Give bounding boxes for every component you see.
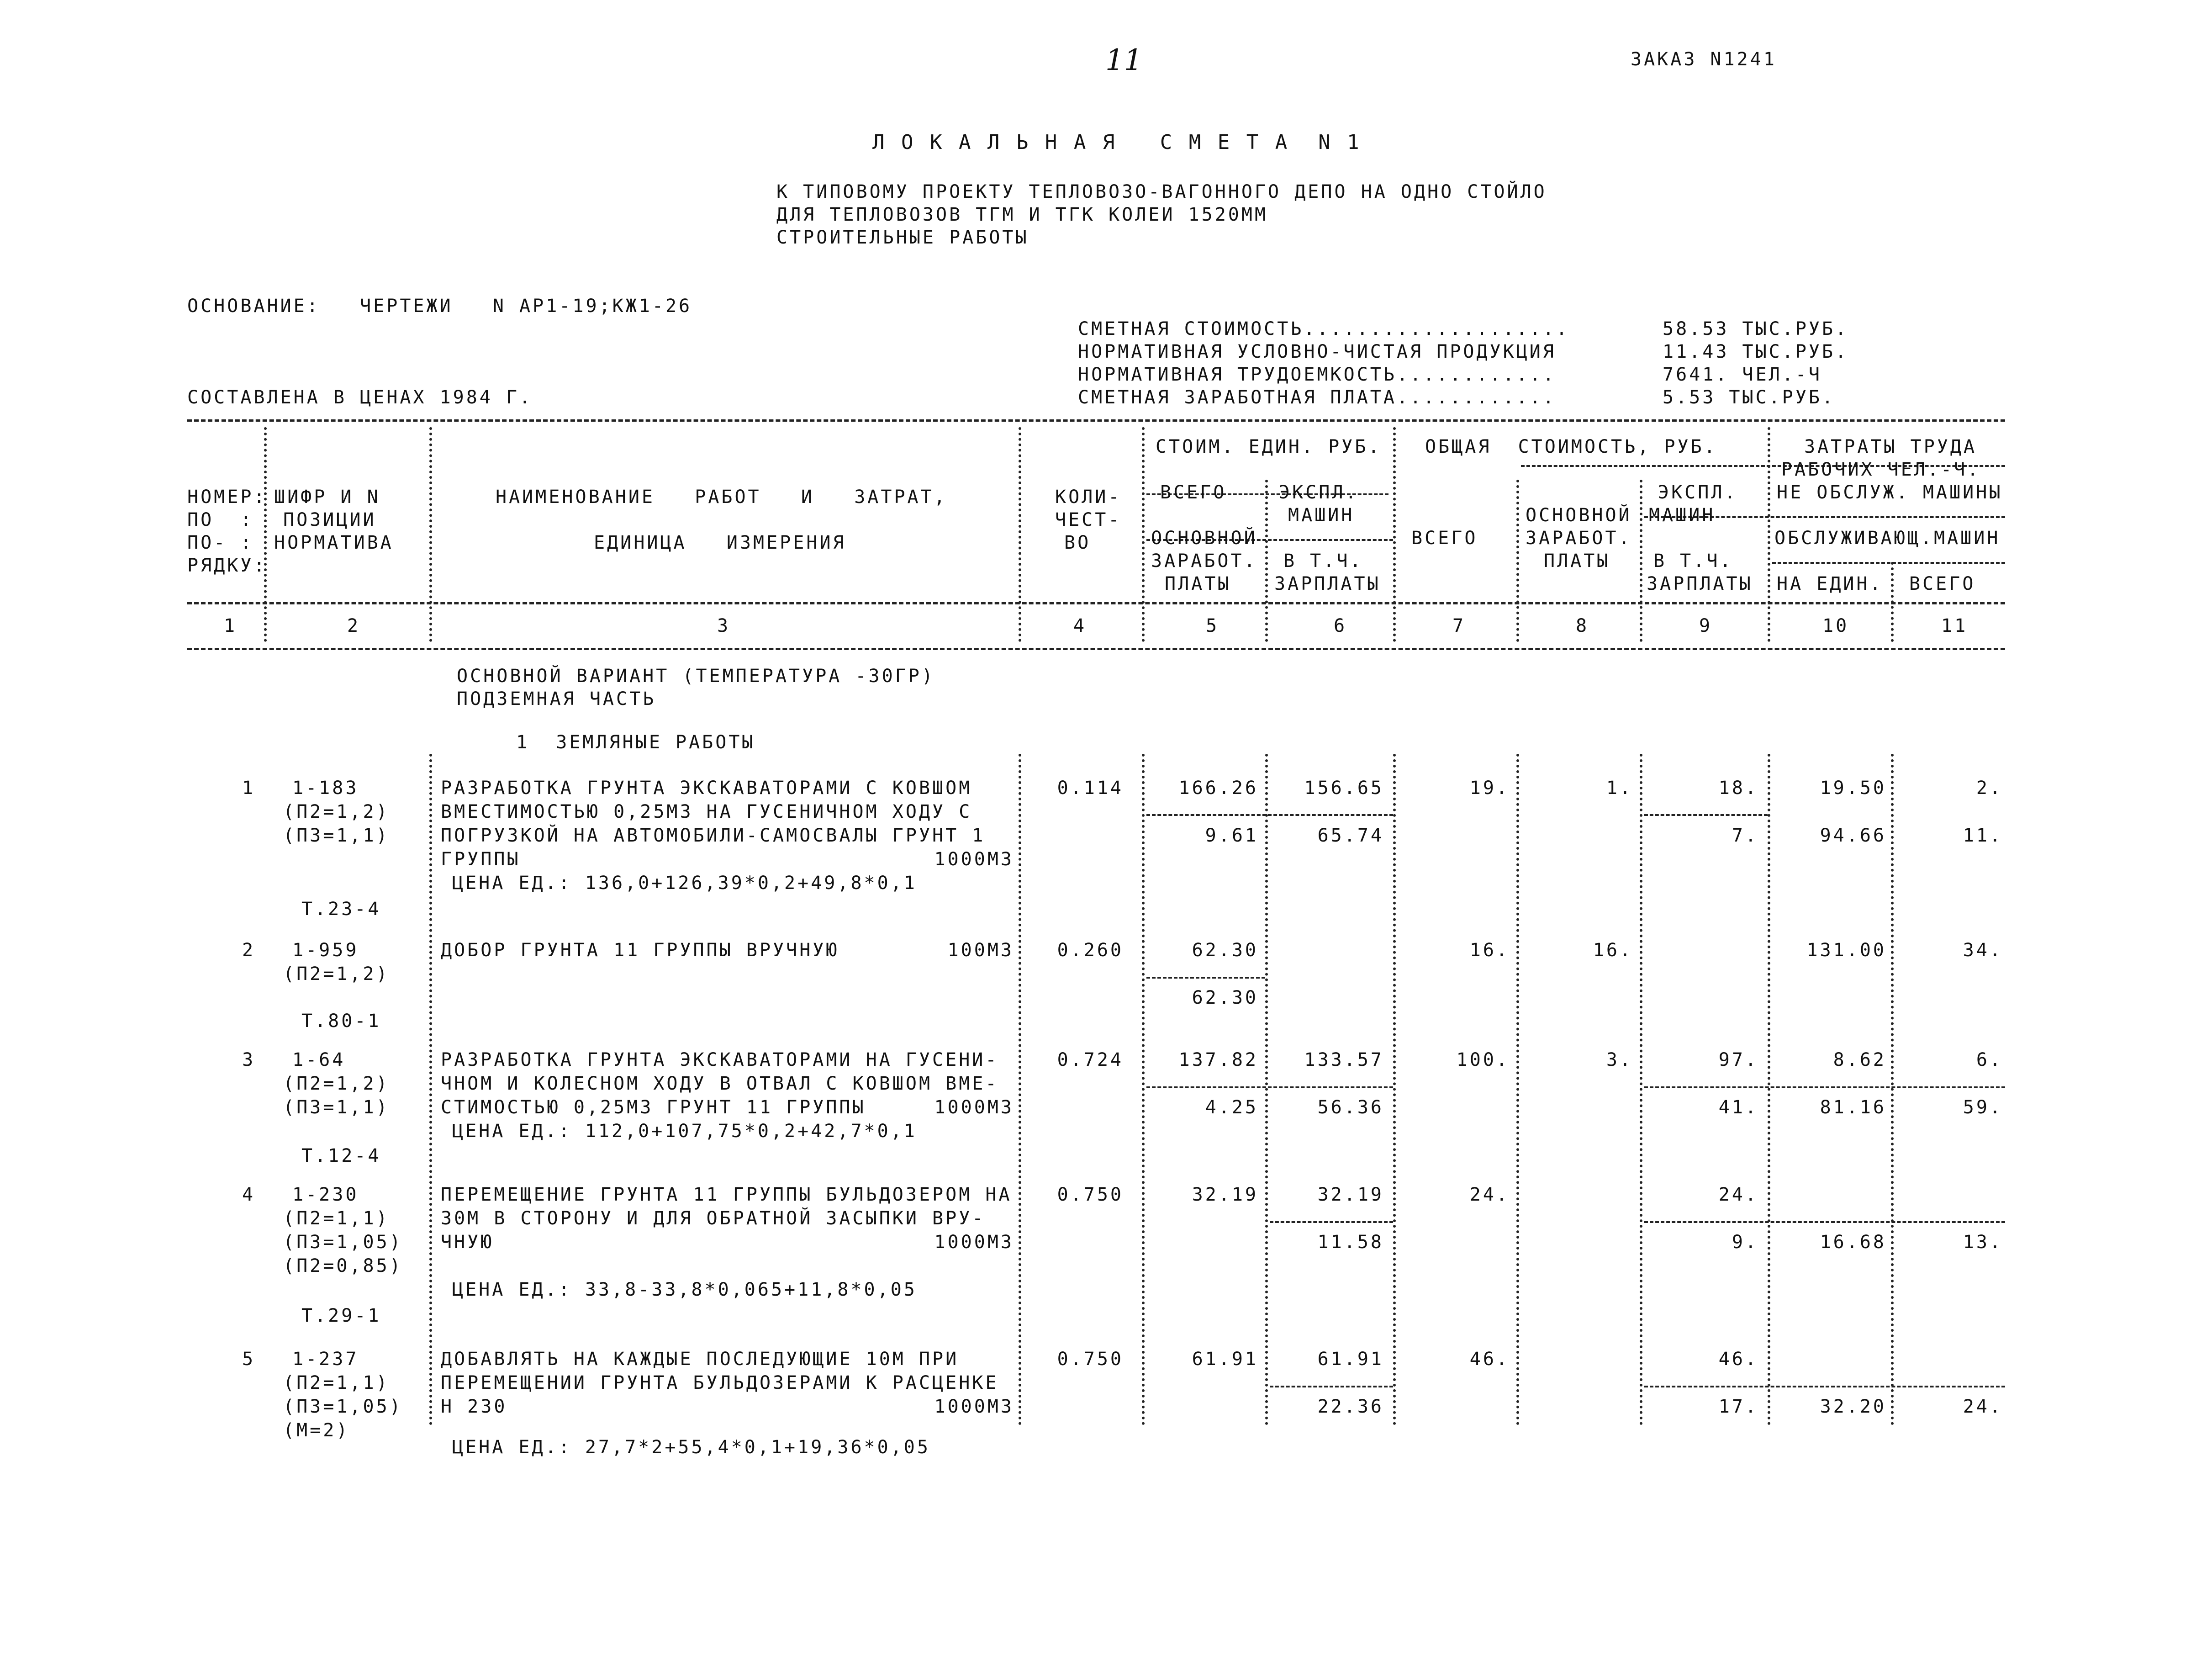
row-2-subrule <box>1146 977 1265 979</box>
row-1-name-3: ПОГРУЗКОЙ НА АВТОМОБИЛИ-САМОСВАЛЫ ГРУНТ 1 <box>441 825 986 846</box>
basis: ОСНОВАНИЕ: ЧЕРТЕЖИ N АР1-19;КЖ1-26 <box>187 296 692 317</box>
row-1-c6: 156.65 <box>1304 778 1384 799</box>
hdr-labor-line-4: ОБСЛУЖИВАЮЩ.МАШИН <box>1774 528 2001 549</box>
row-4-c9b: 9. <box>1732 1232 1758 1253</box>
row-4-c9: 24. <box>1718 1184 1758 1205</box>
row-5-name-3: Н 230 <box>441 1396 507 1417</box>
row-3-name-2: ЧНОМ И КОЛЕСНОМ ХОДУ В ОТВАЛ С КОВШОМ ВМЕ- <box>441 1073 999 1094</box>
hdr-c6-line-3: В Т.Ч. <box>1283 551 1363 572</box>
row-5-c11b: 24. <box>1963 1396 2003 1417</box>
hdr-c8-line-1: ОСНОВНОЙ <box>1526 505 1632 526</box>
row-4-mod-2: (П3=1,05) <box>283 1232 403 1253</box>
col-num-5: 5 <box>1206 615 1220 636</box>
hdr-c11: ВСЕГО <box>1909 573 1976 594</box>
row-5-code: 1-237 <box>292 1349 359 1370</box>
row-2-c5b: 62.30 <box>1192 987 1258 1008</box>
col-sep <box>1640 480 1642 642</box>
hdr-c2-line-2: ПОЗИЦИИ <box>283 509 376 530</box>
hdr-c3-unit: ЕДИНИЦА ИЗМЕРЕНИЯ <box>594 532 846 553</box>
row-1-c10: 19.50 <box>1820 778 1886 799</box>
row-5-unit: 1000М3 <box>934 1396 1014 1417</box>
row-3-mod-2: (П3=1,1) <box>283 1097 390 1118</box>
col-sep <box>1393 427 1396 642</box>
subtitle-line-1: К ТИПОВОМУ ПРОЕКТУ ТЕПЛОВОЗО-ВАГОННОГО ДЕПО НА ОДНО СТОЙЛО <box>776 181 1547 202</box>
row-5-c7: 46. <box>1469 1349 1510 1370</box>
row-1-price: ЦЕНА ЕД.: 136,0+126,39*0,2+49,8*0,1 <box>452 873 917 894</box>
row-2-c10: 131.00 <box>1806 940 1886 961</box>
row-1-c9b: 7. <box>1732 825 1758 846</box>
row-4-name-3: ЧНУЮ <box>441 1232 494 1253</box>
hdr-group-total-cost: ОБЩАЯ СТОИМОСТЬ, РУБ. <box>1425 436 1717 457</box>
col-num-7: 7 <box>1452 615 1466 636</box>
row-3-name-3: СТИМОСТЬЮ 0,25М3 ГРУНТ 11 ГРУППЫ <box>441 1097 866 1118</box>
document-title: Л О К А Л Ь Н А Я С М Е Т А N 1 <box>872 131 1362 154</box>
row-2-num: 2 <box>242 940 256 961</box>
summary-value-4: 5.53 ТЫС.РУБ. <box>1663 387 1836 408</box>
row-5-subrule <box>1644 1386 2005 1387</box>
row-3-subrule <box>1146 1086 1393 1088</box>
row-4-c10b: 16.68 <box>1820 1232 1886 1253</box>
part-heading: ПОДЗЕМНАЯ ЧАСТЬ <box>457 688 656 709</box>
body-col-sep <box>1640 754 1642 1425</box>
row-1-c5b: 9.61 <box>1205 825 1258 846</box>
col-sep <box>429 427 432 642</box>
hdr-c1-line-2: ПО : <box>187 509 254 530</box>
order-number: ЗАКАЗ N1241 <box>1631 49 1777 70</box>
hdr-c6-line-1: ЭКСПЛ. <box>1279 482 1359 503</box>
row-2-c5: 62.30 <box>1192 940 1258 961</box>
row-3-c9b: 41. <box>1718 1097 1758 1118</box>
row-1-name-4: ГРУППЫ <box>441 849 521 870</box>
page-number: 11 <box>1105 43 1143 77</box>
hdr-c10: НА ЕДИН. <box>1777 573 1883 594</box>
row-4-subrule <box>1644 1221 2005 1223</box>
col-sep <box>1516 480 1519 642</box>
row-2-c7: 16. <box>1469 940 1510 961</box>
row-4-name-1: ПЕРЕМЕЩЕНИЕ ГРУНТА 11 ГРУППЫ БУЛЬДОЗЕРОМ НА <box>441 1184 1012 1205</box>
hdr-c8-line-3: ПЛАТЫ <box>1544 551 1610 572</box>
header-bottom-rule <box>187 648 2005 650</box>
col-sep <box>1142 427 1145 642</box>
row-2-unit: 100М3 <box>947 940 1014 961</box>
row-4-mod-1: (П2=1,1) <box>283 1208 390 1229</box>
summary-value-3: 7641. ЧЕЛ.-Ч <box>1663 364 1822 385</box>
body-col-sep <box>1142 754 1145 1425</box>
row-3-c11: 6. <box>1976 1049 2003 1070</box>
row-5-price: ЦЕНА ЕД.: 27,7*2+55,4*0,1+19,36*0,05 <box>452 1437 930 1458</box>
row-3-c10: 8.62 <box>1833 1049 1886 1070</box>
row-5-c6: 61.91 <box>1317 1349 1384 1370</box>
row-5-name-2: ПЕРЕМЕЩЕНИИ ГРУНТА БУЛЬДОЗЕРАМИ К РАСЦЕНКЕ <box>441 1372 999 1393</box>
hdr-c4-line-2: ЧЕСТ- <box>1055 509 1122 530</box>
hdr-c9-line-2: МАШИН <box>1649 505 1716 526</box>
row-1-c6b: 65.74 <box>1317 825 1384 846</box>
row-2-c8: 16. <box>1593 940 1633 961</box>
summary-value-2: 11.43 ТЫС.РУБ. <box>1663 341 1849 362</box>
col-num-11: 11 <box>1941 615 1968 636</box>
row-3-ref: Т.12-4 <box>301 1145 381 1166</box>
row-3-c9: 97. <box>1718 1049 1758 1070</box>
col-num-9: 9 <box>1699 615 1713 636</box>
row-1-name-2: ВМЕСТИМОСТЬЮ 0,25М3 НА ГУСЕНИЧНОМ ХОДУ С <box>441 801 972 822</box>
col-sep <box>1265 480 1268 642</box>
header-top-rule <box>187 419 2005 422</box>
hdr-c5-line-4: ПЛАТЫ <box>1165 573 1231 594</box>
row-5-num: 5 <box>242 1349 256 1370</box>
row-5-c9: 46. <box>1718 1349 1758 1370</box>
body-col-sep <box>1516 754 1519 1425</box>
body-col-sep <box>1019 754 1021 1425</box>
row-5-mod-2: (П3=1,05) <box>283 1396 403 1417</box>
row-3-c5: 137.82 <box>1178 1049 1258 1070</box>
row-4-unit: 1000М3 <box>934 1232 1014 1253</box>
row-3-c10b: 81.16 <box>1820 1097 1886 1118</box>
row-5-subrule <box>1270 1386 1393 1387</box>
summary-value-1: 58.53 ТЫС.РУБ. <box>1663 318 1849 339</box>
row-2-qty: 0.260 <box>1057 940 1124 961</box>
row-3-name-1: РАЗРАБОТКА ГРУНТА ЭКСКАВАТОРАМИ НА ГУСЕНИ- <box>441 1049 999 1070</box>
hdr-c9-line-1: ЭКСПЛ. <box>1658 482 1738 503</box>
row-5-c9b: 17. <box>1718 1396 1758 1417</box>
variant-heading: ОСНОВНОЙ ВАРИАНТ (ТЕМПЕРАТУРА -30ГР) <box>457 666 935 687</box>
row-1-subrule <box>1146 814 1393 816</box>
row-4-c5: 32.19 <box>1192 1184 1258 1205</box>
summary-label-2: НОРМАТИВНАЯ УСЛОВНО-ЧИСТАЯ ПРОДУКЦИЯ <box>1078 341 1556 362</box>
hdr-c5-line-2: ОСНОВНОЙ <box>1151 528 1257 549</box>
hdr-c4-line-3: ВО <box>1064 532 1091 553</box>
row-3-c5b: 4.25 <box>1205 1097 1258 1118</box>
row-4-subrule <box>1270 1221 1393 1223</box>
row-3-c6: 133.57 <box>1304 1049 1384 1070</box>
hdr-group-unit-cost: СТОИМ. ЕДИН. РУБ. <box>1156 436 1382 457</box>
row-1-c8: 1. <box>1606 778 1633 799</box>
row-3-c11b: 59. <box>1963 1097 2003 1118</box>
row-4-name-2: 30М В СТОРОНУ И ДЛЯ ОБРАТНОЙ ЗАСЫПКИ ВРУ- <box>441 1208 986 1229</box>
col-sep <box>1019 427 1021 642</box>
row-4-num: 4 <box>242 1184 256 1205</box>
row-5-mod-1: (П2=1,1) <box>283 1372 390 1393</box>
hdr-c6-line-4: ЗАРПЛАТЫ <box>1274 573 1381 594</box>
row-1-unit: 1000М3 <box>934 849 1014 870</box>
row-3-num: 3 <box>242 1049 256 1070</box>
row-1-num: 1 <box>242 778 256 799</box>
row-3-c8: 3. <box>1606 1049 1633 1070</box>
row-5-name-1: ДОБАВЛЯТЬ НА КАЖДЫЕ ПОСЛЕДУЮЩИЕ 10М ПРИ <box>441 1349 959 1370</box>
hdr-labor-line-1: ЗАТРАТЫ ТРУДА <box>1804 436 1977 457</box>
body-col-sep <box>1265 754 1268 1425</box>
row-3-qty: 0.724 <box>1057 1049 1124 1070</box>
row-4-c6: 32.19 <box>1317 1184 1384 1205</box>
row-2-mod-1: (П2=1,2) <box>283 964 390 985</box>
summary-label-1: СМЕТНАЯ СТОИМОСТЬ.................... <box>1078 318 1570 339</box>
summary-label-4: СМЕТНАЯ ЗАРАБОТНАЯ ПЛАТА............ <box>1078 387 1556 408</box>
row-5-c5: 61.91 <box>1192 1349 1258 1370</box>
row-4-c6b: 11.58 <box>1317 1232 1384 1253</box>
row-5-mod-3: (М=2) <box>283 1420 350 1441</box>
hdr-c6-line-2: МАШИН <box>1288 505 1355 526</box>
row-1-name-1: РАЗРАБОТКА ГРУНТА ЭКСКАВАТОРАМИ С КОВШОМ <box>441 778 972 799</box>
hdr-labor-line-3: НЕ ОБСЛУЖ. МАШИНЫ <box>1777 482 2003 503</box>
row-3-subrule <box>1644 1086 2005 1088</box>
col-sep <box>1768 427 1770 642</box>
hdr-c1-line-1: НОМЕР: <box>187 487 267 508</box>
row-3-code: 1-64 <box>292 1049 346 1070</box>
hdr-c1-line-4: РЯДКУ: <box>187 555 267 576</box>
hdr-c5-line-3: ЗАРАБОТ. <box>1151 551 1257 572</box>
hdr-c4-line-1: КОЛИ- <box>1055 487 1122 508</box>
row-1-c7: 19. <box>1469 778 1510 799</box>
row-1-c11b: 11. <box>1963 825 2003 846</box>
row-3-unit: 1000М3 <box>934 1097 1014 1118</box>
summary-label-3: НОРМАТИВНАЯ ТРУДОЕМКОСТЬ............ <box>1078 364 1556 385</box>
row-1-c10b: 94.66 <box>1820 825 1886 846</box>
hdr-c2-line-3: НОРМАТИВА <box>274 532 394 553</box>
subtitle-line-3: СТРОИТЕЛЬНЫЕ РАБОТЫ <box>776 227 1029 248</box>
hdr-c1-line-3: ПО- : <box>187 532 254 553</box>
row-4-ref: Т.29-1 <box>301 1305 381 1326</box>
row-1-mod-2: (П3=1,1) <box>283 825 390 846</box>
prices-year: СОСТАВЛЕНА В ЦЕНАХ 1984 Г. <box>187 387 533 408</box>
col-num-10: 10 <box>1822 615 1849 636</box>
row-5-c10b: 32.20 <box>1820 1396 1886 1417</box>
col-num-8: 8 <box>1576 615 1589 636</box>
body-col-sep <box>429 754 432 1425</box>
col-sep <box>264 427 267 642</box>
header-subrule <box>1772 562 2005 564</box>
row-5-qty: 0.750 <box>1057 1349 1124 1370</box>
row-1-c9: 18. <box>1718 778 1758 799</box>
hdr-c8-line-2: ЗАРАБОТ. <box>1526 528 1632 549</box>
col-num-4: 4 <box>1073 615 1087 636</box>
row-3-mod-1: (П2=1,2) <box>283 1073 390 1094</box>
row-1-mod-1: (П2=1,2) <box>283 801 390 822</box>
row-4-c11b: 13. <box>1963 1232 2003 1253</box>
body-col-sep <box>1393 754 1396 1425</box>
hdr-c5-line-1: ВСЕГО <box>1160 482 1227 503</box>
hdr-c9-line-4: ЗАРПЛАТЫ <box>1647 573 1753 594</box>
hdr-c2-line-1: ШИФР И N <box>274 487 380 508</box>
row-4-qty: 0.750 <box>1057 1184 1124 1205</box>
row-1-subrule <box>1644 814 1768 816</box>
row-4-c7: 24. <box>1469 1184 1510 1205</box>
col-sep <box>1891 562 1894 642</box>
row-1-ref: Т.23-4 <box>301 899 381 920</box>
row-3-c6b: 56.36 <box>1317 1097 1384 1118</box>
row-2-ref: Т.80-1 <box>301 1011 381 1032</box>
col-num-2: 2 <box>347 615 361 636</box>
row-1-code: 1-183 <box>292 778 359 799</box>
row-4-code: 1-230 <box>292 1184 359 1205</box>
section-heading: 1 ЗЕМЛЯНЫЕ РАБОТЫ <box>516 732 755 753</box>
row-4-price: ЦЕНА ЕД.: 33,8-33,8*0,065+11,8*0,05 <box>452 1279 917 1300</box>
row-5-c6b: 22.36 <box>1317 1396 1384 1417</box>
hdr-c3-name: НАИМЕНОВАНИЕ РАБОТ И ЗАТРАТ, <box>496 487 947 508</box>
col-num-3: 3 <box>717 615 731 636</box>
row-2-name-1: ДОБОР ГРУНТА 11 ГРУППЫ ВРУЧНУЮ <box>441 940 839 961</box>
row-2-c11: 34. <box>1963 940 2003 961</box>
subtitle-line-2: ДЛЯ ТЕПЛОВОЗОВ ТГМ И ТГК КОЛЕИ 1520ММ <box>776 204 1268 225</box>
col-num-1: 1 <box>224 615 238 636</box>
hdr-c9-line-3: В Т.Ч. <box>1653 551 1733 572</box>
row-3-c7: 100. <box>1456 1049 1510 1070</box>
body-col-sep <box>1768 754 1770 1425</box>
row-1-qty: 0.114 <box>1057 778 1124 799</box>
col-num-6: 6 <box>1334 615 1347 636</box>
hdr-labor-line-2: РАБОЧИХ ЧЕЛ.-Ч. <box>1781 459 1981 480</box>
row-1-c5: 166.26 <box>1178 778 1258 799</box>
row-3-price: ЦЕНА ЕД.: 112,0+107,75*0,2+42,7*0,1 <box>452 1121 917 1142</box>
row-2-code: 1-959 <box>292 940 359 961</box>
hdr-c7: ВСЕГО <box>1411 528 1478 549</box>
row-1-c11: 2. <box>1976 778 2003 799</box>
header-mid-rule <box>187 602 2005 604</box>
body-col-sep <box>1891 754 1894 1425</box>
row-4-mod-3: (П2=0,85) <box>283 1255 403 1276</box>
